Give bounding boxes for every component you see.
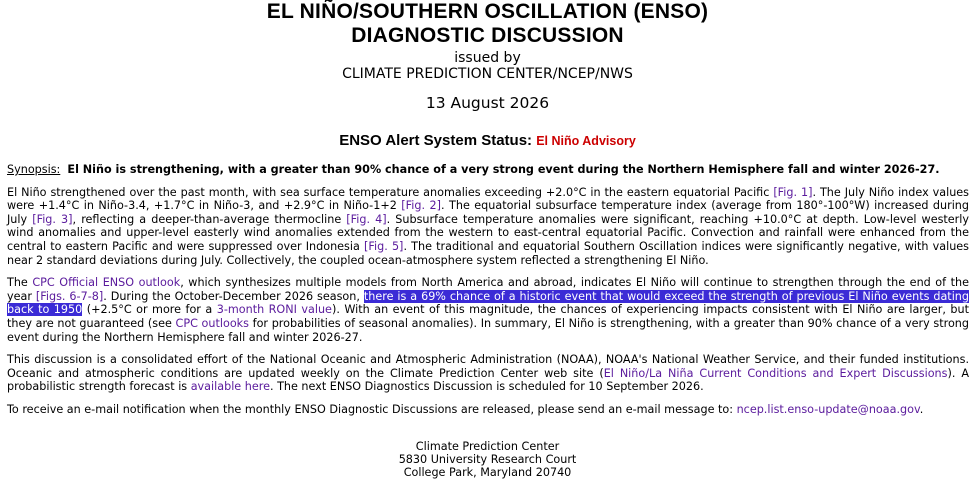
email-notification-paragraph xyxy=(7,403,969,417)
alert-status-value: El Niño Advisory xyxy=(536,134,636,148)
para3-text-3: . The next ENSO Diagnostics Discussion is scheduled for 10 September 2026. xyxy=(269,380,704,394)
footer-street: 5830 University Research Court xyxy=(398,453,577,467)
synopsis-text: El Niño is strengthening, with a greater than 90% chance of a very strong event during the Northern Hemisphere fall and winter 2026-27. xyxy=(67,163,940,176)
para2-text-1: The xyxy=(7,276,33,290)
synopsis-label: Synopsis: xyxy=(7,163,61,176)
para2-text-4: (+2.5°C or more for a xyxy=(82,303,217,317)
page-title-line2: DIAGNOSTIC DISCUSSION xyxy=(351,24,624,47)
synopsis xyxy=(7,163,969,177)
cpc-enso-outlook-link[interactable]: CPC Official ENSO outlook xyxy=(32,276,181,290)
available-here-link[interactable]: available here xyxy=(190,380,270,394)
para3-text-2: ). A probabilistic strength forecast is xyxy=(7,366,969,394)
issuer-name: CLIMATE PREDICTION CENTER/NCEP/NWS xyxy=(342,66,633,82)
fig2-link[interactable]: [Fig. 2] xyxy=(401,199,441,213)
para4-text-1: To receive an e-mail notification when the monthly ENSO Diagnostic Discussions are released, please send an e-mail message to: xyxy=(7,402,737,416)
cpc-outlooks-link[interactable]: CPC outlooks xyxy=(175,316,249,330)
discussion-body xyxy=(7,163,969,426)
fig4-link[interactable]: [Fig. 4] xyxy=(346,212,387,226)
alert-label: ENSO Alert System Status: xyxy=(339,132,533,149)
conditions-paragraph xyxy=(7,186,969,268)
highlighted-text-selection[interactable]: there is a 69% chance of a historic event that would exceed the strength of previous El Niño events dating back to 1950 xyxy=(7,289,969,317)
para1-text-3: . The equatorial subsurface temperature index (average from 180°-100°W) increased during July xyxy=(7,199,969,226)
para1-text-4: , reflecting a deeper-than-average thermocline xyxy=(72,212,347,226)
para1-text-1: El Niño strengthened over the past month, with sea surface temperature anomalies exceeding +2.0°C in the eastern equatorial Pacific xyxy=(7,185,774,199)
address-footer xyxy=(0,440,975,480)
para1-text-6: . The traditional and equatorial Southern Oscillation indices were significantly negative, with values near 2 standard deviations during July. Collectively, the coupled ocean-atmosphere system reflected a strengthening El Niño. xyxy=(7,239,970,267)
para2-text-5: ). With an event of this magnitude, the chances of experiencing impacts consistent with El Niño are larger, but they are not guaranteed (see xyxy=(7,303,969,330)
para2-text-6: for probabilities of seasonal anomalies). In summary, El Niño is strengthening, with a greater than 90% chance of a very strong event during the Northern Hemisphere fall and winter 2026-27. xyxy=(7,316,969,344)
para3-text-1: This discussion is a consolidated effort of the National Oceanic and Atmospheric Administration (NOAA), NOAA's National Weather Service, and their funded institutions. Oceanic and atmospheric conditions are updated weekly on the Climate Prediction Center web site ( xyxy=(7,353,969,380)
para4-text-2: . xyxy=(919,402,924,416)
fig5-link[interactable]: [Fig. 5] xyxy=(364,239,404,253)
issued-by-label: issued by xyxy=(454,50,521,66)
para1-text-5: . Subsurface temperature anomalies were significant, reaching +10.0°C at depth. Low-level westerly wind anomalies and upper-level easterly wind anomalies extended from the western to east-central equatorial Pacific. Convection and rainfall were enhanced from the central to eastern Pacific and were suppressed over Indonesia xyxy=(7,212,970,253)
outlook-paragraph xyxy=(7,276,969,344)
current-conditions-link[interactable]: El Niño/La Niña Current Conditions and Expert Discussions xyxy=(603,366,948,380)
footer-city: College Park, Maryland 20740 xyxy=(403,466,572,480)
fig3-link[interactable]: [Fig. 3] xyxy=(32,212,73,226)
issue-date: 13 August 2026 xyxy=(425,94,550,112)
document-header xyxy=(0,0,975,151)
fig1-link[interactable]: [Fig. 1] xyxy=(773,185,813,199)
page-title-line1: EL NIÑO/SOUTHERN OSCILLATION (ENSO) xyxy=(266,0,709,23)
consolidation-paragraph xyxy=(7,353,969,394)
para1-text-2: . The July Niño index values were +1.4°C in Niño-3.4, +1.7°C in Niño-3, and +2.9°C in Niño-1+2 xyxy=(7,185,969,213)
figs-678-link[interactable]: [Figs. 6-7-8] xyxy=(35,289,104,303)
roni-value-link[interactable]: 3-month RONI value xyxy=(216,303,332,317)
enso-alert-status xyxy=(0,131,975,151)
footer-org: Climate Prediction Center xyxy=(415,440,560,453)
para2-text-3: . During the October-December 2026 season, xyxy=(103,289,364,303)
para2-text-2: , which synthesizes multiple models from North America and abroad, indicates El Niño will continue to strengthen through the end of the year xyxy=(7,276,970,303)
email-link[interactable]: ncep.list.enso-update@noaa.gov xyxy=(736,402,920,416)
